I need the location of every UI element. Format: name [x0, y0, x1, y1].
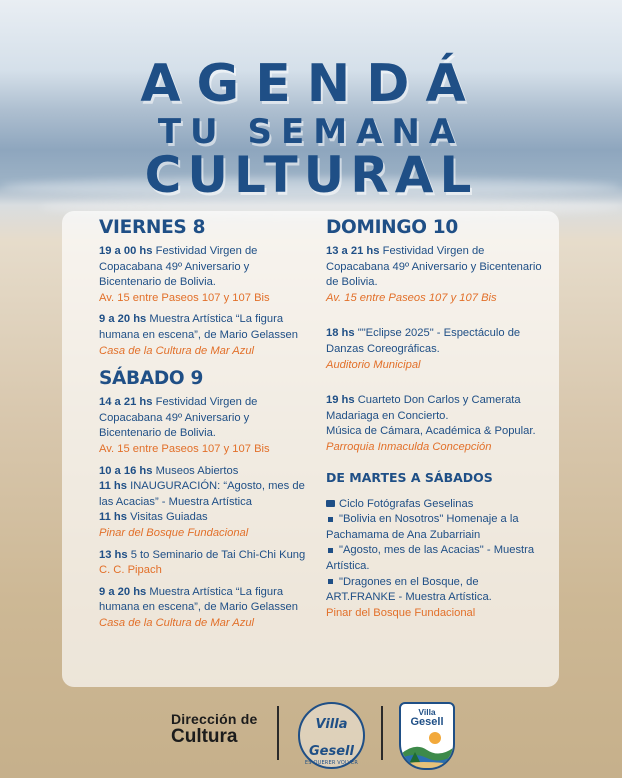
exhibition-item: "Dragones en el Bosque, de ART.FRANKE - Muestra Artística.	[326, 575, 492, 604]
divider	[381, 706, 383, 760]
shield-text-gesell: Gesell	[410, 716, 444, 728]
camera-icon	[326, 500, 335, 507]
day-heading-domingo: DOMINGO 10	[326, 217, 458, 238]
divider	[277, 706, 279, 760]
event-text: Visitas Guiadas	[127, 511, 208, 524]
exhibition-item: "Bolivia en Nosotros" Homenaje a la Pachamama de Ana Zubarriain	[326, 513, 519, 541]
event-time: 19 hs	[326, 394, 355, 407]
left-column	[99, 217, 307, 637]
event-item	[326, 326, 548, 373]
shield-landscape-icon	[401, 728, 453, 768]
event-text: ""Eclipse 2025" - Espectáculo de Danzas Coreográficas.	[326, 327, 521, 355]
event-time: 11 hs	[99, 480, 127, 493]
event-location: Auditorio Municipal	[326, 358, 421, 371]
direccion-label: Dirección de	[171, 711, 258, 727]
event-text: Muestra Artística “La figura humana en escena”, de Mario Gelassen	[99, 585, 299, 614]
event-item	[99, 244, 307, 306]
event-location: Casa de la Cultura de Mar Azul	[99, 344, 255, 357]
section-heading-martes-a-sabados: DE MARTES A SÁBADOS	[326, 469, 493, 485]
bullet-icon	[328, 517, 333, 522]
event-text: 5 to Seminario de Tai Chi-Chi Kung	[127, 548, 306, 561]
event-time: 10 a 16 hs	[99, 464, 153, 477]
event-text: Festividad Virgen de Copacabana 49º Aniversario y Bicentenario de Bolivia.	[99, 245, 258, 289]
exhibition-list	[326, 497, 548, 622]
event-time: 11 hs	[99, 511, 127, 524]
title-tu-semana: TU SEMANA	[157, 112, 465, 152]
bullet-icon	[328, 548, 333, 553]
villa-gesell-shield-logo	[399, 702, 455, 770]
event-location: Pinar del Bosque Fundacional	[326, 606, 476, 619]
event-time: 9 a 20 hs	[99, 313, 147, 326]
event-location: Casa de la Cultura de Mar Azul	[99, 616, 255, 629]
event-item	[99, 464, 307, 542]
event-item	[99, 548, 307, 579]
shield-text-villa: Villa	[418, 707, 436, 717]
event-location: Pinar del Bosque Fundacional	[99, 526, 249, 539]
event-item	[326, 244, 548, 306]
right-column	[326, 217, 548, 627]
event-text: INAUGURACIÓN: “Agosto, mes de las Acacias” - Muestra Artística	[99, 480, 305, 508]
event-text: Festividad Virgen de Copacabana 49º Aniversario y Bicentenario de Bolivia.	[99, 396, 258, 440]
exhibition-item: "Agosto, mes de las Acacias" - Muestra Artística.	[326, 544, 535, 572]
event-text: Festividad Virgen de Copacabana 49º Aniversario y Bicentenario de Bolivia.	[326, 245, 542, 289]
event-item	[99, 585, 307, 632]
event-time: 13 a 21 hs	[326, 245, 380, 257]
bullet-icon	[328, 579, 333, 584]
event-time: 19 a 00 hs	[99, 245, 153, 257]
event-time: 13 hs	[99, 548, 128, 561]
event-text: Muestra Artística “La figura humana en escena”, de Mario Gelassen	[99, 313, 299, 341]
event-time: 9 a 20 hs	[99, 585, 147, 598]
event-location: Av. 15 entre Paseos 107 y 107 Bis	[326, 291, 497, 304]
event-item	[326, 393, 548, 455]
logo-text-villa: Villa	[315, 717, 348, 732]
event-text-extra: Música de Cámara, Académica & Popular.	[326, 425, 536, 438]
event-text: Museos Abiertos	[152, 464, 239, 477]
event-location: Av. 15 entre Paseos 107 y 107 Bis	[99, 442, 270, 455]
event-item	[99, 312, 307, 359]
event-location: Parroquia Inmaculda Concepción	[326, 440, 492, 453]
event-item	[99, 395, 307, 457]
event-location: Av. 15 entre Paseos 107 y 107 Bis	[99, 291, 270, 304]
title-cultural: CULTURAL	[144, 146, 478, 204]
logo-tagline: ES QUERER VOLVER	[304, 760, 359, 766]
day-heading-sabado: SÁBADO 9	[99, 368, 204, 390]
event-time: 18 hs	[326, 327, 355, 340]
footer	[0, 700, 622, 770]
title-agenda: AGENDÁ	[140, 54, 482, 114]
logo-text-gesell: Gesell	[309, 744, 354, 759]
direccion-cultura-logo	[171, 711, 257, 748]
exhibition-title: Ciclo Fotógrafas Geselinas	[339, 497, 474, 510]
agenda-panel	[62, 211, 559, 687]
cultura-label: Cultura	[171, 726, 238, 747]
day-heading-viernes: VIERNES 8	[99, 217, 206, 238]
villa-gesell-round-logo	[298, 702, 365, 769]
event-time: 14 a 21 hs	[99, 396, 153, 409]
event-text: Cuarteto Don Carlos y Camerata Madariaga en Concierto.	[326, 394, 521, 422]
event-location: C. C. Pipach	[99, 564, 162, 577]
